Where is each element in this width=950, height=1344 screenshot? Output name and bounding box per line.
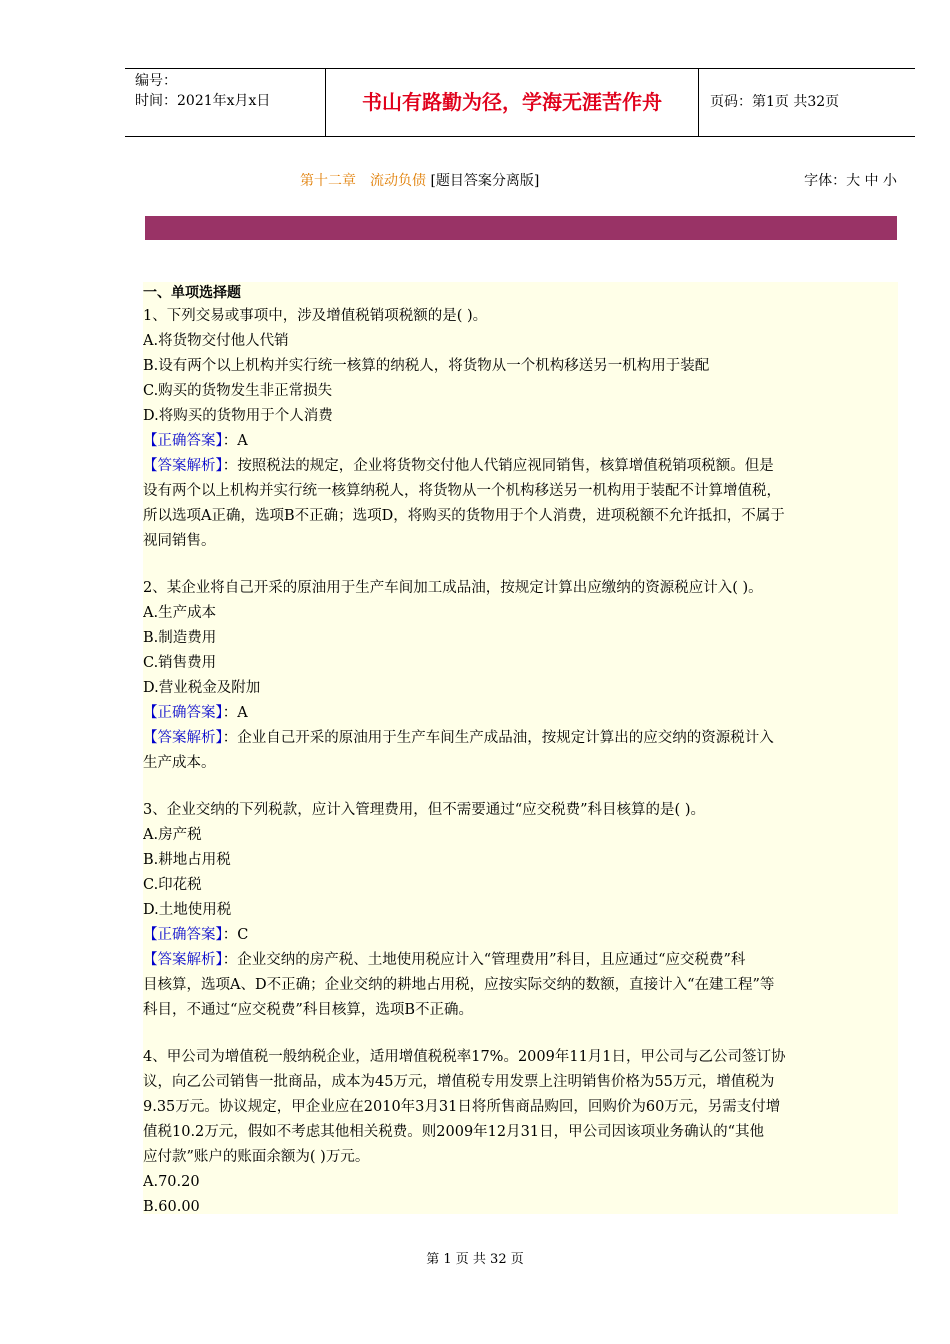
chapter-title bbox=[300, 170, 539, 190]
question-gap bbox=[143, 776, 898, 798]
question-gap bbox=[143, 1023, 898, 1045]
question-line bbox=[143, 529, 898, 554]
line-text: 应付款”账户的账面余额为( )万元。 bbox=[143, 1149, 370, 1165]
line-text: 生产成本。 bbox=[143, 755, 216, 771]
line-text: 4、甲公司为增值税一般纳税企业，适用增值税税率17%。2009年11月1日，甲公司与乙公司签订协 bbox=[143, 1049, 786, 1065]
line-text: 3、企业交纳的下列税款，应计入管理费用，但不需要通过“应交税费”科目核算的是( )。 bbox=[143, 802, 705, 818]
line-text: C.印花税 bbox=[143, 877, 202, 893]
line-text: B.60.00 bbox=[143, 1199, 200, 1215]
line-text: ：企业交纳的房产税、土地使用税应计入“管理费用”科目，且应通过“应交税费”科 bbox=[222, 952, 746, 968]
document-number-label: 编号： bbox=[135, 73, 177, 89]
question-line bbox=[143, 998, 898, 1023]
question-line bbox=[143, 676, 898, 701]
question-line bbox=[143, 1170, 898, 1195]
question-line bbox=[143, 354, 898, 379]
line-text: A.将货物交付他人代销 bbox=[143, 333, 289, 349]
line-text: ：A bbox=[222, 433, 248, 449]
question-line bbox=[143, 601, 898, 626]
line-text: 1、下列交易或事项中，涉及增值税销项税额的是( )。 bbox=[143, 308, 488, 324]
question-line bbox=[143, 651, 898, 676]
answer-label: 【答案解析】 bbox=[143, 730, 223, 746]
line-text: 值税10.2万元，假如不考虑其他相关税费。则2009年12月31日，甲公司因该项业务确认的“其他 bbox=[143, 1124, 764, 1140]
chapter-edition: [题目答案分离版] bbox=[430, 173, 540, 189]
question-gap bbox=[143, 554, 898, 576]
line-text: B.耕地占用税 bbox=[143, 852, 231, 868]
chapter-title-bar bbox=[145, 170, 897, 192]
answer-line bbox=[143, 948, 898, 973]
line-text: 议，向乙公司销售一批商品，成本为45万元，增值税专用发票上注明销售价格为55万元，增值税为 bbox=[143, 1074, 775, 1090]
header-page-label: 页码：第1页 共32页 bbox=[710, 94, 840, 110]
line-text: A.70.20 bbox=[143, 1174, 200, 1190]
chapter-name: 第十二章 流动负债 bbox=[300, 173, 426, 189]
line-text: B.制造费用 bbox=[143, 630, 217, 646]
line-text: 设有两个以上机构并实行统一核算纳税人，将货物从一个机构移送另一机构用于装配不计算增值税， bbox=[143, 483, 781, 499]
answer-line bbox=[143, 429, 898, 454]
question-line bbox=[143, 751, 898, 776]
line-text: ：按照税法的规定，企业将货物交付他人代销应视同销售，核算增值税销项税额。但是 bbox=[222, 458, 774, 474]
question-line bbox=[143, 379, 898, 404]
line-text: 视同销售。 bbox=[143, 533, 216, 549]
answer-line bbox=[143, 701, 898, 726]
line-text: C.购买的货物发生非正常损失 bbox=[143, 383, 333, 399]
header-motto: 书山有路勤为径，学海无涯苦作舟 bbox=[362, 90, 662, 114]
line-text: 9.35万元。协议规定，甲企业应在2010年3月31日将所售商品购回，回购价为60万元，另需支付增 bbox=[143, 1099, 781, 1115]
line-text: D.将购买的货物用于个人消费 bbox=[143, 408, 333, 424]
line-text: 目核算，选项A、D不正确；企业交纳的耕地占用税，应按实际交纳的数额，直接计入“在建工程”等 bbox=[143, 977, 775, 993]
line-text: ：企业自己开采的原油用于生产车间生产成品油，按规定计算出的应交纳的资源税计入 bbox=[222, 730, 774, 746]
question-content bbox=[143, 282, 898, 1214]
line-text: 所以选项A正确，选项B不正确；选项D，将购买的货物用于个人消费，进项税额不允许抵扣，不属于 bbox=[143, 508, 785, 524]
question-line bbox=[143, 848, 898, 873]
question-line bbox=[143, 304, 898, 329]
question-line bbox=[143, 1120, 898, 1145]
answer-label: 【答案解析】 bbox=[143, 952, 223, 968]
line-text: A.生产成本 bbox=[143, 605, 217, 621]
line-text: ：A bbox=[222, 705, 248, 721]
line-text: ：C bbox=[222, 927, 249, 943]
question-line bbox=[143, 1145, 898, 1170]
question-line bbox=[143, 576, 898, 601]
answer-line bbox=[143, 454, 898, 479]
line-text: D.土地使用税 bbox=[143, 902, 232, 918]
header-info bbox=[135, 71, 325, 111]
answer-line bbox=[143, 726, 898, 751]
answer-label: 【正确答案】 bbox=[143, 705, 223, 721]
answer-line bbox=[143, 923, 898, 948]
line-text: 2、某企业将自己开采的原油用于生产车间加工成品油，按规定计算出应缴纳的资源税应计入( )。 bbox=[143, 580, 763, 596]
line-text: A.房产税 bbox=[143, 827, 202, 843]
page-header bbox=[125, 68, 915, 137]
line-text: B.设有两个以上机构并实行统一核算的纳税人，将货物从一个机构移送另一机构用于装配 bbox=[143, 358, 710, 374]
answer-label: 【答案解析】 bbox=[143, 458, 223, 474]
decorative-band bbox=[145, 216, 897, 240]
header-divider bbox=[698, 69, 699, 136]
question-line bbox=[143, 479, 898, 504]
page-footer: 第 1 页 共 32 页 bbox=[426, 1252, 524, 1267]
question-line bbox=[143, 873, 898, 898]
section-title: 一、单项选择题 bbox=[143, 285, 241, 301]
line-text: 科目，不通过“应交税费”科目核算，选项B不正确。 bbox=[143, 1002, 473, 1018]
font-size-selector[interactable]: 字体：大 中 小 bbox=[804, 173, 897, 189]
line-text: D.营业税金及附加 bbox=[143, 680, 261, 696]
question-line bbox=[143, 626, 898, 651]
question-line bbox=[143, 329, 898, 354]
question-line bbox=[143, 504, 898, 529]
question-line bbox=[143, 1070, 898, 1095]
question-line bbox=[143, 1045, 898, 1070]
answer-label: 【正确答案】 bbox=[143, 927, 223, 943]
question-line bbox=[143, 1095, 898, 1120]
question-line bbox=[143, 404, 898, 429]
question-line bbox=[143, 973, 898, 998]
question-line bbox=[143, 823, 898, 848]
answer-label: 【正确答案】 bbox=[143, 433, 223, 449]
question-line bbox=[143, 1195, 898, 1220]
document-time-label: 时间：2021年x月x日 bbox=[135, 93, 271, 109]
question-line bbox=[143, 798, 898, 823]
line-text: C.销售费用 bbox=[143, 655, 217, 671]
question-line bbox=[143, 898, 898, 923]
